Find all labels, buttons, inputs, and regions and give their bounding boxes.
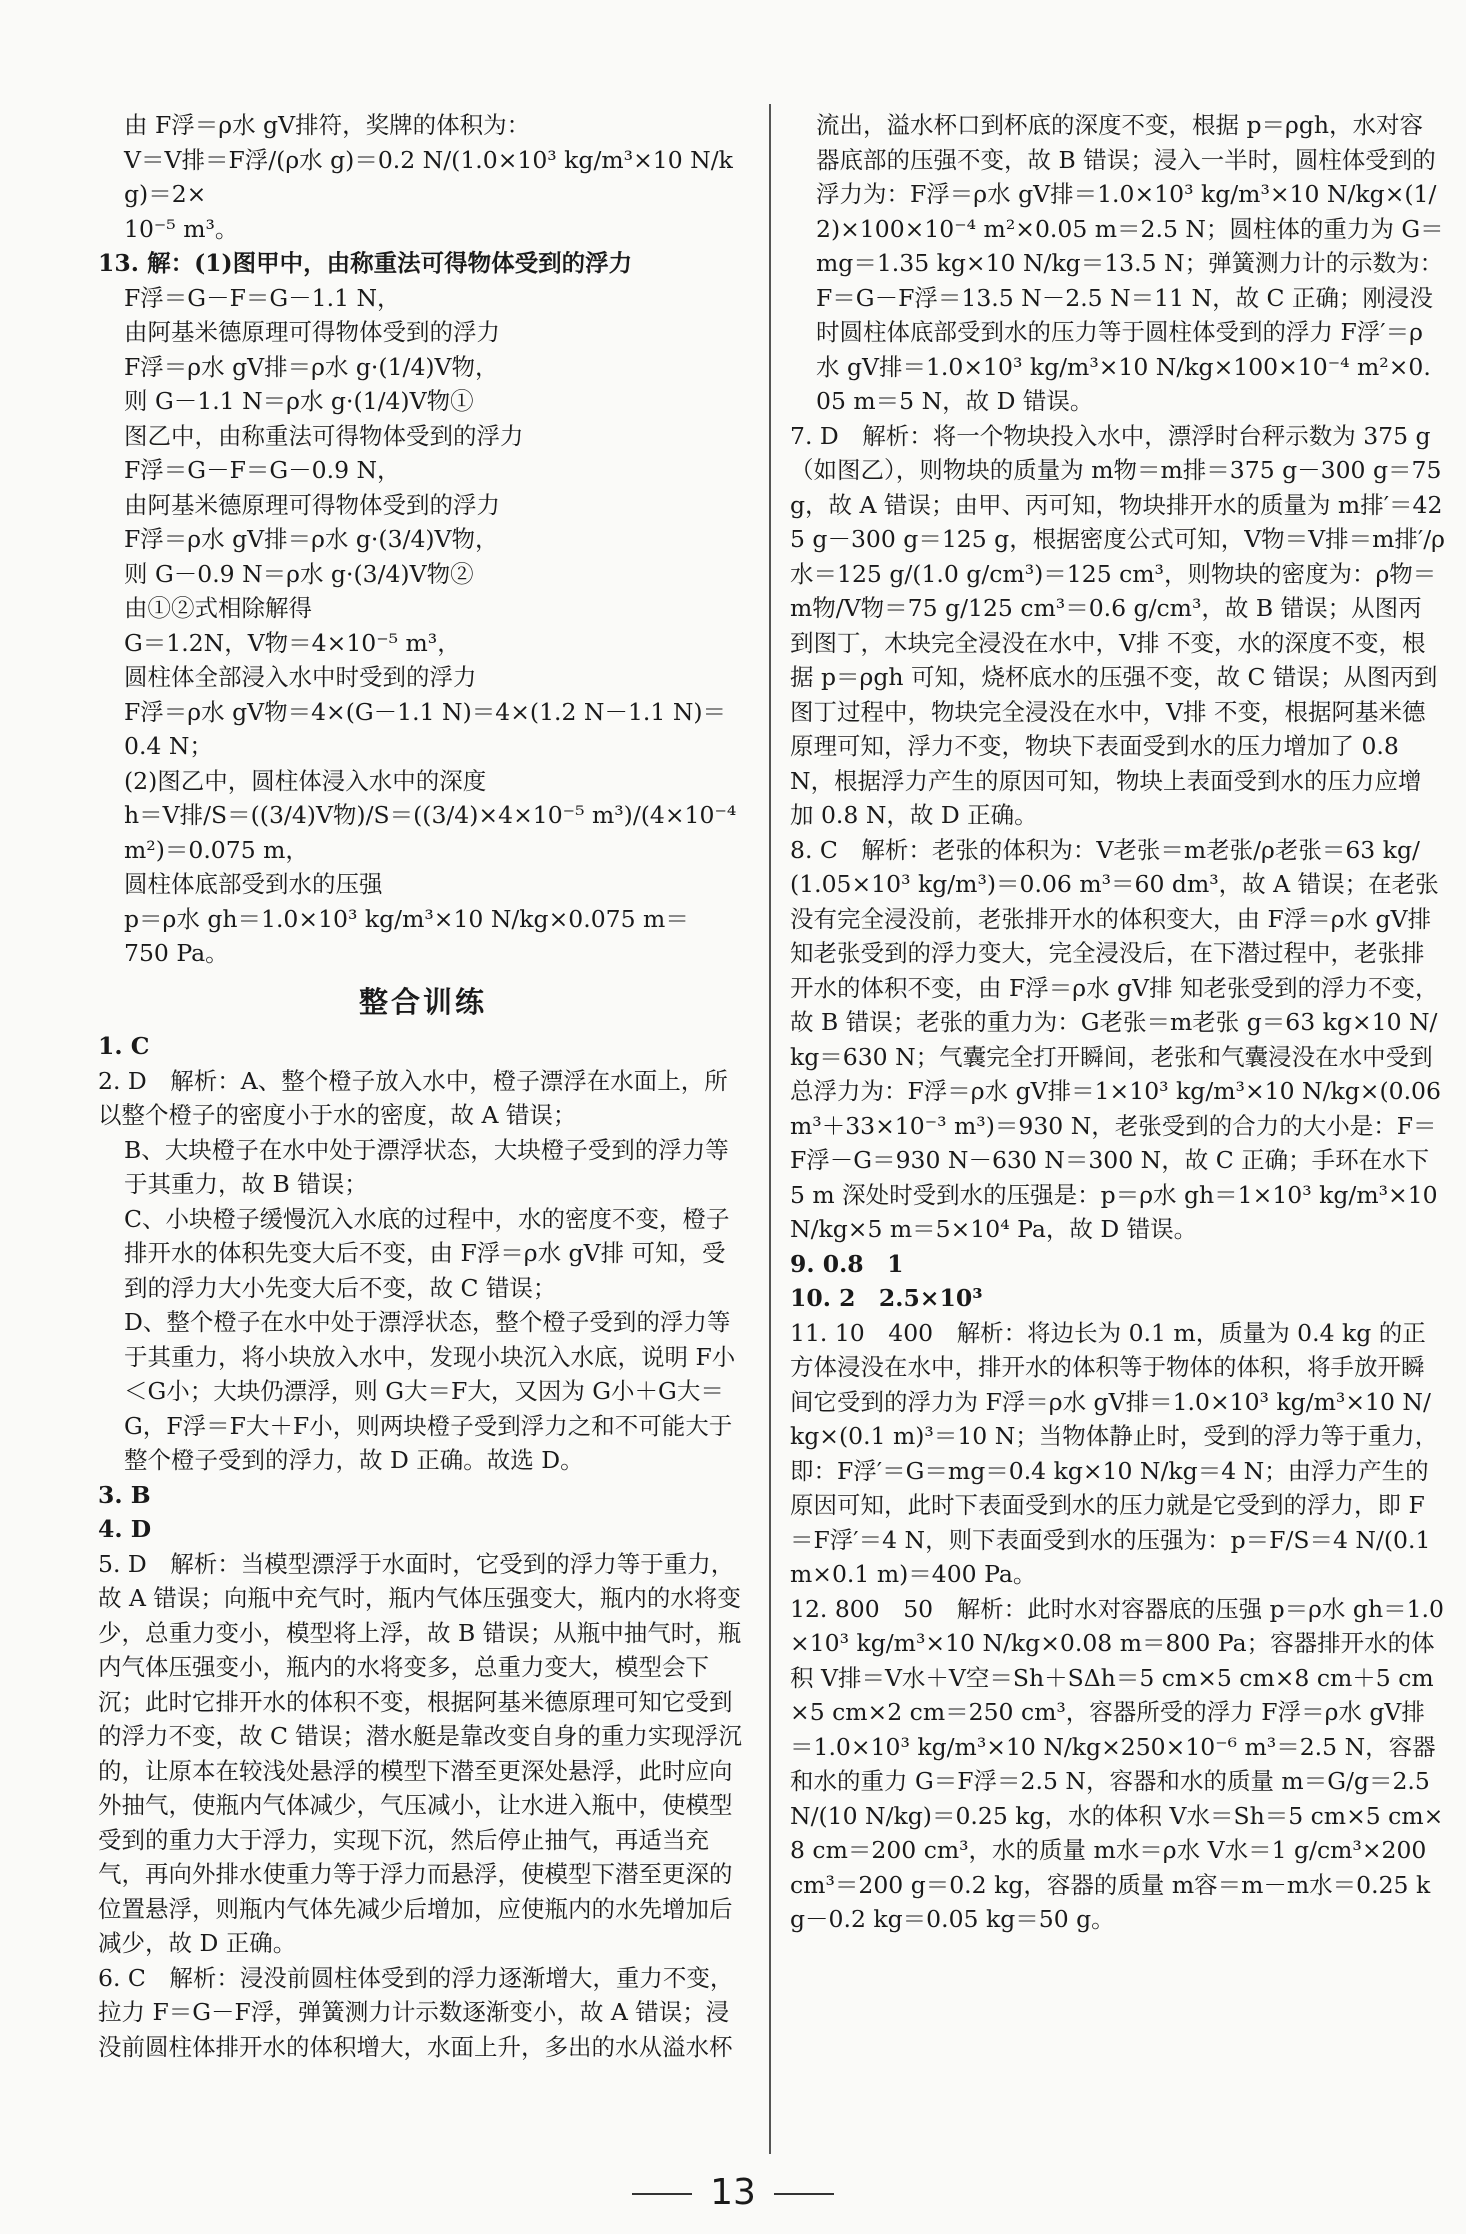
answer-line: F浮＝ρ水 gV排＝ρ水 g·(3/4)V物， — [124, 525, 499, 553]
answer-line: 1. C — [98, 1032, 150, 1060]
answer-line: 圆柱体全部浸入水中时受到的浮力 — [124, 663, 477, 691]
answer-line: 5. D 解析：当模型漂浮于水面时，它受到的浮力等于重力，故 A 错误；向瓶中充气时，瓶内气体压强变大，瓶内的水将变少，总重力变小，模型将上浮，故 B 错误；从瓶中抽气时，瓶内气体压强变小，瓶内的水将变多，总重力变大，模型会下沉；此时它排开水的体积不变，根据阿基米德原理可知它受到的浮力不变，故 C 错误；潜水艇是靠改变自身的重力实现浮沉的，让原本在较浅处悬浮的模型下潜至更深处悬浮，此时应向外抽气，使瓶内气体减少，气压减小，让水进入瓶中，使模型受到的重力大于浮力，实现下沉，然后停止抽气，再适当充气，再向外排水使重力等于浮力而悬浮，使模型下潜至更深的位置悬浮，则瓶内气体先减少后增加，应使瓶内的水先增加后减少，故 D 正确。 — [98, 1549, 742, 1957]
answer-line: 7. D 解析：将一个物块投入水中，漂浮时台秤示数为 375 g（如图乙），则物块的质量为 m物＝m排＝375 g－300 g＝75 g，故 A 错误；由甲、丙可知，物块排开水的质量为 m排′＝425 g－300 g＝125 g，根据密度公式可知，V物＝V排＝m排′/ρ水＝125 g/(1.0 g/cm³)＝125 cm³，则物块的密度为：ρ物＝m物/V物＝75 g/125 cm³＝0.6 g/cm³，故 B 错误；从图丙到图丁，木块完全浸没在水中，V排 不变，水的深度不变，根据 p＝ρgh 可知，烧杯底水的压强不变，故 C 错误；从图丙到图丁过程中，物块完全浸没在水中，V排 不变，根据阿基米德原理可知，浮力不变，物块下表面受到水的压力增加了 0.8 N，根据浮力产生的原因可知，物块上表面受到水的压力应增加 0.8 N，故 D 正确。 — [790, 421, 1449, 829]
answer-line: 8. C 解析：老张的体积为：V老张＝m老张/ρ老张＝63 kg/(1.05×10³ kg/m³)＝0.06 m³＝60 dm³，故 A 错误；在老张没有完全浸没前，老张排开水的体积变大，由 F浮＝ρ水 gV排 知老张受到的浮力变大，完全浸没后，在下潜过程中，老张排开水的体积不变，由 F浮＝ρ水 gV排 知老张受到的浮力不变，故 B 错误；老张的重力为：G老张＝m老张 g＝63 kg×10 N/kg＝630 N；气囊完全打开瞬间，老张和气囊浸没在水中受到总浮力为：F浮＝ρ水 gV排＝1×10³ kg/m³×10 N/kg×(0.06 m³＋33×10⁻³ m³)＝930 N，老张受到的合力的大小是：F＝F浮－G＝930 N－630 N＝300 N，故 C 正确；手环在水下 5 m 深处时受到水的压强是：p＝ρ水 gh＝1×10³ kg/m³×10 N/kg×5 m＝5×10⁴ Pa，故 D 错误。 — [790, 835, 1449, 1243]
answer-line: h＝V排/S＝((3/4)V物)/S＝((3/4)×4×10⁻⁵ m³)/(4×10⁻⁴ m²)＝0.075 m， — [124, 801, 744, 864]
right-column — [790, 108, 1449, 1937]
answer-line: (2)图乙中，圆柱体浸入水中的深度 — [124, 766, 487, 795]
answer-line: p＝ρ水 gh＝1.0×10³ kg/m³×10 N/kg×0.075 m＝ — [124, 904, 689, 933]
answer-line: 12. 800 50 解析：此时水对容器底的压强 p＝ρ水 gh＝1.0×10³ kg/m³×10 N/kg×0.08 m＝800 Pa；容器排开水的体积 V排＝V水＋V空＝Sh＋SΔh＝5 cm×5 cm×8 cm＋5 cm×5 cm×2 cm＝250 cm³，容器所受的浮力 F浮＝ρ水 gV排＝1.0×10³ kg/m³×10 N/kg×250×10⁻⁶ m³＝2.5 N，容器和水的重力 G＝F浮＝2.5 N，容器和水的质量 m＝G/g＝2.5 N/(10 N/kg)＝0.25 kg，水的体积 V水＝Sh＝5 cm×5 cm×8 cm＝200 cm³，水的质量 m水＝ρ水 V水＝1 g/cm³×200 cm³＝200 g＝0.2 kg，容器的质量 m容＝m－m水＝0.25 kg－0.2 kg＝0.05 kg＝50 g。 — [790, 1594, 1444, 1933]
answer-line: F浮＝ρ水 gV排＝ρ水 g·(1/4)V物， — [124, 352, 499, 381]
column-divider — [769, 104, 771, 2154]
page-footer — [0, 2172, 1466, 2213]
answer-line: 圆柱体底部受到水的压强 — [124, 870, 383, 898]
answer-line: 则 G－0.9 N＝ρ水 g·(3/4)V物② — [124, 559, 474, 588]
answer-line: B、大块橙子在水中处于漂浮状态，大块橙子受到的浮力等于其重力，故 B 错误； — [124, 1135, 729, 1198]
answer-line: C、小块橙子缓慢沉入水底的过程中，水的密度不变，橙子排开水的体积先变大后不变，由 F浮＝ρ水 gV排 可知，受到的浮力大小先变大后不变，故 C 错误； — [124, 1204, 730, 1302]
answer-line: 由阿基米德原理可得物体受到的浮力 — [124, 490, 500, 519]
answer-line: 图乙中，由称重法可得物体受到的浮力 — [124, 421, 524, 450]
answer-line: 由 F浮＝ρ水 gV排符，奖牌的体积为： — [124, 111, 531, 139]
answer-line: F浮＝G－F＝G－1.1 N， — [124, 283, 401, 312]
footer-dash-right — [774, 2193, 834, 2195]
answer-line: 6. C 解析：浸没前圆柱体受到的浮力逐渐增大，重力不变，拉力 F＝G－F浮，弹簧测力计示数逐渐变小，故 A 错误；浸没前圆柱体排开水的体积增大，水面上升，多出的水从溢水杯 — [98, 1963, 734, 2061]
answer-line: 则 G－1.1 N＝ρ水 g·(1/4)V物① — [124, 387, 474, 415]
answer-line: V＝V排＝F浮/(ρ水 g)＝0.2 N/(1.0×10³ kg/m³×10 N/kg)＝2× — [124, 145, 733, 208]
answer-line: 10⁻⁵ m³。 — [124, 214, 239, 243]
answer-line: D、整个橙子在水中处于漂浮状态，整个橙子受到的浮力等于其重力，将小块放入水中，发现小块沉入水底，说明 F小＜G小；大块仍漂浮，则 G大＝F大，又因为 G小＋G大＝G，F浮＝F大＋F小，则两块橙子受到浮力之和不可能大于整个橙子受到的浮力，故 D 正确。故选 D。 — [124, 1308, 736, 1474]
footer-dash-left — [632, 2193, 692, 2195]
left-column — [98, 108, 748, 2064]
answer-line: 0.4 N； — [124, 732, 213, 760]
section-heading: 整合训练 — [358, 984, 487, 1019]
answer-line: 10. 2 2.5×10³ — [790, 1284, 983, 1312]
answer-line: 2. D 解析：A、整个橙子放入水中，橙子漂浮在水面上，所以整个橙子的密度小于水的密度，故 A 错误； — [98, 1066, 728, 1129]
answer-line: 由阿基米德原理可得物体受到的浮力 — [124, 318, 500, 346]
page-number: 13 — [710, 2172, 756, 2213]
answer-line: 9. 0.8 1 — [790, 1249, 904, 1278]
answer-line: 3. B — [98, 1480, 151, 1509]
answer-line: 由①②式相除解得 — [124, 594, 312, 622]
answer-line: 4. D — [98, 1515, 152, 1543]
answer-line: F浮＝G－F＝G－0.9 N， — [124, 456, 401, 484]
answer-line: F浮＝ρ水 gV物＝4×(G－1.1 N)＝4×(1.2 N－1.1 N)＝ — [124, 697, 727, 726]
answer-line: 流出，溢水杯口到杯底的深度不变，根据 p＝ρgh，水对容器底部的压强不变，故 B 错误；浸入一半时，圆柱体受到的浮力为：F浮＝ρ水 gV排＝1.0×10³ kg/m³×10 N/kg×(1/2)×100×10⁻⁴ m²×0.05 m＝2.5 N；圆柱体的重力为 G＝mg＝1.35 kg×10 N/kg＝13.5 N；弹簧测力计的示数为：F＝G－F浮＝13.5 N－2.5 N＝11 N，故 C 正确；刚浸没时圆柱体底部受到水的压力等于圆柱体受到的浮力 F浮′＝ρ水 gV排＝1.0×10³ kg/m³×10 N/kg×100×10⁻⁴ m²×0.05 m＝5 N，故 D 错误。 — [816, 111, 1444, 415]
answer-line: 750 Pa。 — [124, 939, 229, 967]
answer-line: 13. 解：(1)图甲中，由称重法可得物体受到的浮力 — [98, 249, 633, 277]
answer-line: 11. 10 400 解析：将边长为 0.1 m，质量为 0.4 kg 的正方体浸没在水中，排开水的体积等于物体的体积，将手放开瞬间它受到的浮力为 F浮＝ρ水 gV排＝1.0×10³ kg/m³×10 N/kg×(0.1 m)³＝10 N；当物体静止时，受到的浮力等于重力，即：F浮′＝G＝mg＝0.4 kg×10 N/kg＝4 N；由浮力产生的原因可知，此时下表面受到水的压力就是它受到的浮力，即 F＝F浮′＝4 N，则下表面受到水的压强为：p＝F/S＝4 N/(0.1 m×0.1 m)＝400 Pa。 — [790, 1318, 1439, 1588]
answer-line: G＝1.2N，V物＝4×10⁻⁵ m³， — [124, 628, 461, 657]
